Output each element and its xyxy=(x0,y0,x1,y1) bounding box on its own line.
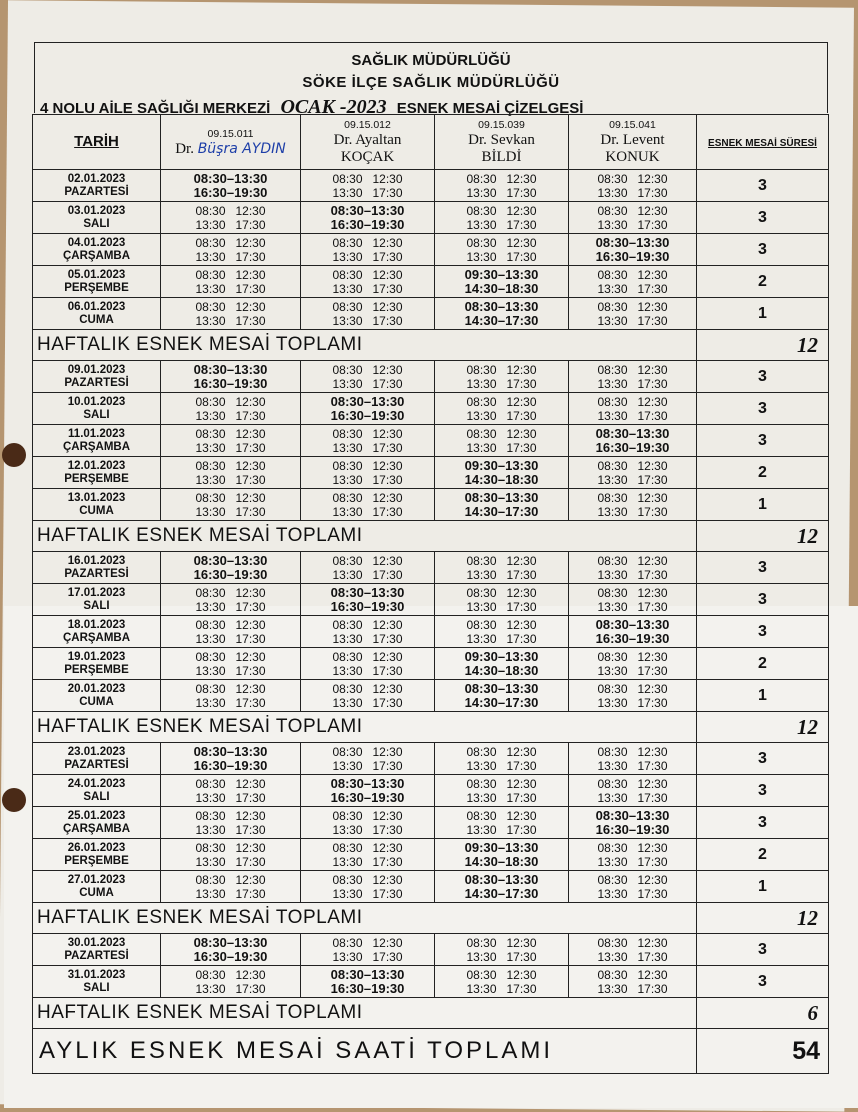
schedule-table xyxy=(32,114,829,1074)
shift-cell: 08:30 12:30 13:30 17:30 xyxy=(569,552,697,584)
shift-cell: 08:30–13:30 16:30–19:30 xyxy=(569,616,697,648)
shift-cell: 08:30 12:30 13:30 17:30 xyxy=(569,966,697,998)
unit-name: 4 NOLU AİLE SAĞLIĞI MERKEZİ xyxy=(40,100,271,117)
date-cell: 20.01.2023 CUMA xyxy=(33,680,161,712)
shift-cell: 08:30–13:30 14:30–17:30 xyxy=(435,489,569,521)
date-header: TARİH xyxy=(33,115,161,170)
shift-cell: 08:30 12:30 13:30 17:30 xyxy=(301,457,435,489)
shift-cell: 08:30 12:30 13:30 17:30 xyxy=(301,807,435,839)
date-cell: 27.01.2023 CUMA xyxy=(33,871,161,903)
table-row xyxy=(33,170,829,202)
schedule-name: ESNEK MESAİ ÇİZELGESİ xyxy=(396,100,584,117)
shift-cell: 08:30 12:30 13:30 17:30 xyxy=(569,680,697,712)
shift-cell: 08:30 12:30 13:30 17:30 xyxy=(161,584,301,616)
shift-cell: 08:30–13:30 16:30–19:30 xyxy=(569,234,697,266)
flex-hours-cell: 3 xyxy=(697,202,829,234)
table-row xyxy=(33,425,829,457)
shift-cell: 09:30–13:30 14:30–18:30 xyxy=(435,266,569,298)
shift-cell: 08:30–13:30 16:30–19:30 xyxy=(301,584,435,616)
table-row xyxy=(33,839,829,871)
shift-cell: 08:30 12:30 13:30 17:30 xyxy=(435,170,569,202)
shift-cell: 08:30 12:30 13:30 17:30 xyxy=(435,202,569,234)
shift-cell: 08:30–13:30 16:30–19:30 xyxy=(301,775,435,807)
table-row xyxy=(33,934,829,966)
date-cell: 02.01.2023 PAZARTESİ xyxy=(33,170,161,202)
shift-cell: 08:30 12:30 13:30 17:30 xyxy=(161,489,301,521)
shift-cell: 08:30 12:30 13:30 17:30 xyxy=(435,584,569,616)
shift-cell: 08:30–13:30 16:30–19:30 xyxy=(161,552,301,584)
weekly-total-value: 12 xyxy=(697,521,829,552)
shift-cell: 08:30 12:30 13:30 17:30 xyxy=(301,170,435,202)
shift-cell: 08:30–13:30 14:30–17:30 xyxy=(435,680,569,712)
shift-cell: 08:30 12:30 13:30 17:30 xyxy=(161,266,301,298)
shift-cell: 08:30 12:30 13:30 17:30 xyxy=(569,584,697,616)
district-title: SÖKE İLÇE SAĞLIK MÜDÜRLÜĞÜ xyxy=(302,74,560,91)
flex-hours-cell: 3 xyxy=(697,807,829,839)
flex-hours-cell: 1 xyxy=(697,680,829,712)
shift-cell: 08:30 12:30 13:30 17:30 xyxy=(569,871,697,903)
shift-cell: 08:30–13:30 16:30–19:30 xyxy=(301,393,435,425)
date-cell: 23.01.2023 PAZARTESİ xyxy=(33,743,161,775)
shift-cell: 08:30 12:30 13:30 17:30 xyxy=(301,425,435,457)
shift-cell: 08:30 12:30 13:30 17:30 xyxy=(161,234,301,266)
shift-cell: 09:30–13:30 14:30–18:30 xyxy=(435,839,569,871)
shift-cell: 08:30 12:30 13:30 17:30 xyxy=(301,680,435,712)
date-cell: 12.01.2023 PERŞEMBE xyxy=(33,457,161,489)
weekly-total-label: HAFTALIK ESNEK MESAİ TOPLAMI xyxy=(33,521,697,552)
table-header-row xyxy=(33,115,829,170)
shift-cell: 08:30 12:30 13:30 17:30 xyxy=(161,839,301,871)
table-row xyxy=(33,361,829,393)
table-row xyxy=(33,234,829,266)
weekly-total-value: 12 xyxy=(697,712,829,743)
flex-hours-cell: 1 xyxy=(697,298,829,330)
shift-cell: 08:30 12:30 13:30 17:30 xyxy=(301,839,435,871)
shift-cell: 08:30–13:30 16:30–19:30 xyxy=(161,743,301,775)
table-row xyxy=(33,743,829,775)
date-cell: 16.01.2023 PAZARTESİ xyxy=(33,552,161,584)
shift-cell: 08:30 12:30 13:30 17:30 xyxy=(301,743,435,775)
flex-hours-cell: 3 xyxy=(697,584,829,616)
shift-cell: 08:30 12:30 13:30 17:30 xyxy=(569,361,697,393)
shift-cell: 08:30–13:30 16:30–19:30 xyxy=(301,202,435,234)
shift-cell: 08:30 12:30 13:30 17:30 xyxy=(301,361,435,393)
flex-hours-cell: 3 xyxy=(697,743,829,775)
shift-cell: 08:30 12:30 13:30 17:30 xyxy=(301,234,435,266)
hours-header: ESNEK MESAİ SÜRESİ xyxy=(697,115,829,170)
table-row xyxy=(33,966,829,998)
flex-hours-cell: 3 xyxy=(697,775,829,807)
shift-cell: 08:30 12:30 13:30 17:30 xyxy=(161,648,301,680)
shift-cell: 08:30 12:30 13:30 17:30 xyxy=(569,934,697,966)
shift-cell: 08:30 12:30 13:30 17:30 xyxy=(301,648,435,680)
weekly-total-label: HAFTALIK ESNEK MESAİ TOPLAMI xyxy=(33,998,697,1029)
flex-hours-cell: 1 xyxy=(697,489,829,521)
date-cell: 31.01.2023 SALI xyxy=(33,966,161,998)
shift-cell: 08:30–13:30 16:30–19:30 xyxy=(569,425,697,457)
shift-cell: 08:30 12:30 13:30 17:30 xyxy=(569,393,697,425)
flex-hours-cell: 3 xyxy=(697,616,829,648)
shift-cell: 08:30 12:30 13:30 17:30 xyxy=(161,393,301,425)
table-row xyxy=(33,871,829,903)
shift-cell: 08:30 12:30 13:30 17:30 xyxy=(161,457,301,489)
weekly-total-row xyxy=(33,521,829,552)
shift-cell: 08:30–13:30 14:30–17:30 xyxy=(435,871,569,903)
weekly-total-label: HAFTALIK ESNEK MESAİ TOPLAMI xyxy=(33,903,697,934)
monthly-total-value: 54 xyxy=(697,1029,829,1074)
flex-hours-cell: 2 xyxy=(697,839,829,871)
table-row xyxy=(33,457,829,489)
shift-cell: 08:30 12:30 13:30 17:30 xyxy=(161,680,301,712)
shift-cell: 08:30 12:30 13:30 17:30 xyxy=(161,775,301,807)
table-row xyxy=(33,552,829,584)
flex-hours-cell: 1 xyxy=(697,871,829,903)
shift-cell: 08:30 12:30 13:30 17:30 xyxy=(301,489,435,521)
weekly-total-row xyxy=(33,330,829,361)
flex-hours-cell: 2 xyxy=(697,648,829,680)
table-row xyxy=(33,680,829,712)
shift-cell: 08:30 12:30 13:30 17:30 xyxy=(569,839,697,871)
date-cell: 05.01.2023 PERŞEMBE xyxy=(33,266,161,298)
flex-hours-cell: 2 xyxy=(697,266,829,298)
shift-cell: 08:30 12:30 13:30 17:30 xyxy=(161,966,301,998)
shift-cell: 08:30 12:30 13:30 17:30 xyxy=(569,202,697,234)
table-row xyxy=(33,202,829,234)
flex-hours-cell: 2 xyxy=(697,457,829,489)
shift-cell: 08:30 12:30 13:30 17:30 xyxy=(569,489,697,521)
shift-cell: 08:30 12:30 13:30 17:30 xyxy=(161,807,301,839)
weekly-total-row xyxy=(33,998,829,1029)
flex-hours-cell: 3 xyxy=(697,361,829,393)
shift-cell: 09:30–13:30 14:30–18:30 xyxy=(435,648,569,680)
shift-cell: 08:30 12:30 13:30 17:30 xyxy=(161,298,301,330)
shift-cell: 08:30 12:30 13:30 17:30 xyxy=(161,202,301,234)
shift-cell: 08:30–13:30 14:30–17:30 xyxy=(435,298,569,330)
shift-cell: 08:30 12:30 13:30 17:30 xyxy=(435,234,569,266)
doctor-header: 09.15.041 Dr. Levent KONUK xyxy=(569,115,697,170)
date-cell: 09.01.2023 PAZARTESİ xyxy=(33,361,161,393)
flex-hours-cell: 3 xyxy=(697,966,829,998)
doctor-header: 09.15.039 Dr. Sevkan BİLDİ xyxy=(435,115,569,170)
shift-cell: 08:30 12:30 13:30 17:30 xyxy=(161,425,301,457)
table-row xyxy=(33,616,829,648)
weekly-total-row xyxy=(33,903,829,934)
shift-cell: 08:30 12:30 13:30 17:30 xyxy=(569,648,697,680)
date-cell: 04.01.2023 ÇARŞAMBA xyxy=(33,234,161,266)
weekly-total-value: 6 xyxy=(697,998,829,1029)
monthly-total-label: AYLIK ESNEK MESAİ SAATİ TOPLAMI xyxy=(33,1029,697,1074)
table-row xyxy=(33,298,829,330)
flex-hours-cell: 3 xyxy=(697,934,829,966)
shift-cell: 08:30 12:30 13:30 17:30 xyxy=(435,425,569,457)
table-row xyxy=(33,807,829,839)
table-row xyxy=(33,393,829,425)
shift-cell: 08:30 12:30 13:30 17:30 xyxy=(435,775,569,807)
table-row xyxy=(33,584,829,616)
date-cell: 18.01.2023 ÇARŞAMBA xyxy=(33,616,161,648)
shift-cell: 08:30–13:30 16:30–19:30 xyxy=(161,934,301,966)
weekly-total-label: HAFTALIK ESNEK MESAİ TOPLAMI xyxy=(33,330,697,361)
weekly-total-value: 12 xyxy=(697,903,829,934)
date-cell: 06.01.2023 CUMA xyxy=(33,298,161,330)
shift-cell: 08:30 12:30 13:30 17:30 xyxy=(301,871,435,903)
shift-cell: 08:30 12:30 13:30 17:30 xyxy=(569,298,697,330)
ministry-title: SAĞLIK MÜDÜRLÜĞÜ xyxy=(351,52,511,69)
shift-cell: 08:30 12:30 13:30 17:30 xyxy=(435,552,569,584)
date-cell: 19.01.2023 PERŞEMBE xyxy=(33,648,161,680)
handwritten-name: Büşra AYDIN xyxy=(197,140,286,157)
shift-cell: 08:30 12:30 13:30 17:30 xyxy=(161,871,301,903)
shift-cell: 08:30–13:30 16:30–19:30 xyxy=(301,966,435,998)
shift-cell: 09:30–13:30 14:30–18:30 xyxy=(435,457,569,489)
shift-cell: 08:30 12:30 13:30 17:30 xyxy=(569,457,697,489)
flex-hours-cell: 3 xyxy=(697,234,829,266)
shift-cell: 08:30 12:30 13:30 17:30 xyxy=(569,170,697,202)
monthly-total-row xyxy=(33,1029,829,1074)
flex-hours-cell: 3 xyxy=(697,393,829,425)
date-cell: 03.01.2023 SALI xyxy=(33,202,161,234)
shift-cell: 08:30 12:30 13:30 17:30 xyxy=(301,934,435,966)
shift-cell: 08:30–13:30 16:30–19:30 xyxy=(161,170,301,202)
weekly-total-value: 12 xyxy=(697,330,829,361)
shift-cell: 08:30 12:30 13:30 17:30 xyxy=(301,552,435,584)
shift-cell: 08:30 12:30 13:30 17:30 xyxy=(435,361,569,393)
date-cell: 25.01.2023 ÇARŞAMBA xyxy=(33,807,161,839)
shift-cell: 08:30 12:30 13:30 17:30 xyxy=(435,616,569,648)
shift-cell: 08:30 12:30 13:30 17:30 xyxy=(301,298,435,330)
shift-cell: 08:30 12:30 13:30 17:30 xyxy=(161,616,301,648)
flex-hours-cell: 3 xyxy=(697,170,829,202)
flex-hours-cell: 3 xyxy=(697,552,829,584)
date-cell: 11.01.2023 ÇARŞAMBA xyxy=(33,425,161,457)
table-row xyxy=(33,489,829,521)
weekly-total-row xyxy=(33,712,829,743)
shift-cell: 08:30 12:30 13:30 17:30 xyxy=(569,266,697,298)
table-row xyxy=(33,648,829,680)
doctor-header: 09.15.012 Dr. Ayaltan KOÇAK xyxy=(301,115,435,170)
shift-cell: 08:30 12:30 13:30 17:30 xyxy=(435,743,569,775)
date-cell: 17.01.2023 SALI xyxy=(33,584,161,616)
shift-cell: 08:30 12:30 13:30 17:30 xyxy=(569,743,697,775)
shift-cell: 08:30–13:30 16:30–19:30 xyxy=(569,807,697,839)
doctor-header: 09.15.011 Dr. Büşra AYDIN xyxy=(161,115,301,170)
table-row xyxy=(33,266,829,298)
shift-cell: 08:30 12:30 13:30 17:30 xyxy=(435,807,569,839)
date-cell: 24.01.2023 SALI xyxy=(33,775,161,807)
shift-cell: 08:30 12:30 13:30 17:30 xyxy=(301,266,435,298)
shift-cell: 08:30 12:30 13:30 17:30 xyxy=(435,393,569,425)
shift-cell: 08:30 12:30 13:30 17:30 xyxy=(435,934,569,966)
flex-hours-cell: 3 xyxy=(697,425,829,457)
weekly-total-label: HAFTALIK ESNEK MESAİ TOPLAMI xyxy=(33,712,697,743)
date-cell: 13.01.2023 CUMA xyxy=(33,489,161,521)
table-row xyxy=(33,775,829,807)
shift-cell: 08:30 12:30 13:30 17:30 xyxy=(301,616,435,648)
shift-cell: 08:30 12:30 13:30 17:30 xyxy=(569,775,697,807)
shift-cell: 08:30–13:30 16:30–19:30 xyxy=(161,361,301,393)
date-cell: 26.01.2023 PERŞEMBE xyxy=(33,839,161,871)
shift-cell: 08:30 12:30 13:30 17:30 xyxy=(435,966,569,998)
month-label: OCAK -2023 xyxy=(280,96,387,118)
date-cell: 30.01.2023 PAZARTESİ xyxy=(33,934,161,966)
date-cell: 10.01.2023 SALI xyxy=(33,393,161,425)
